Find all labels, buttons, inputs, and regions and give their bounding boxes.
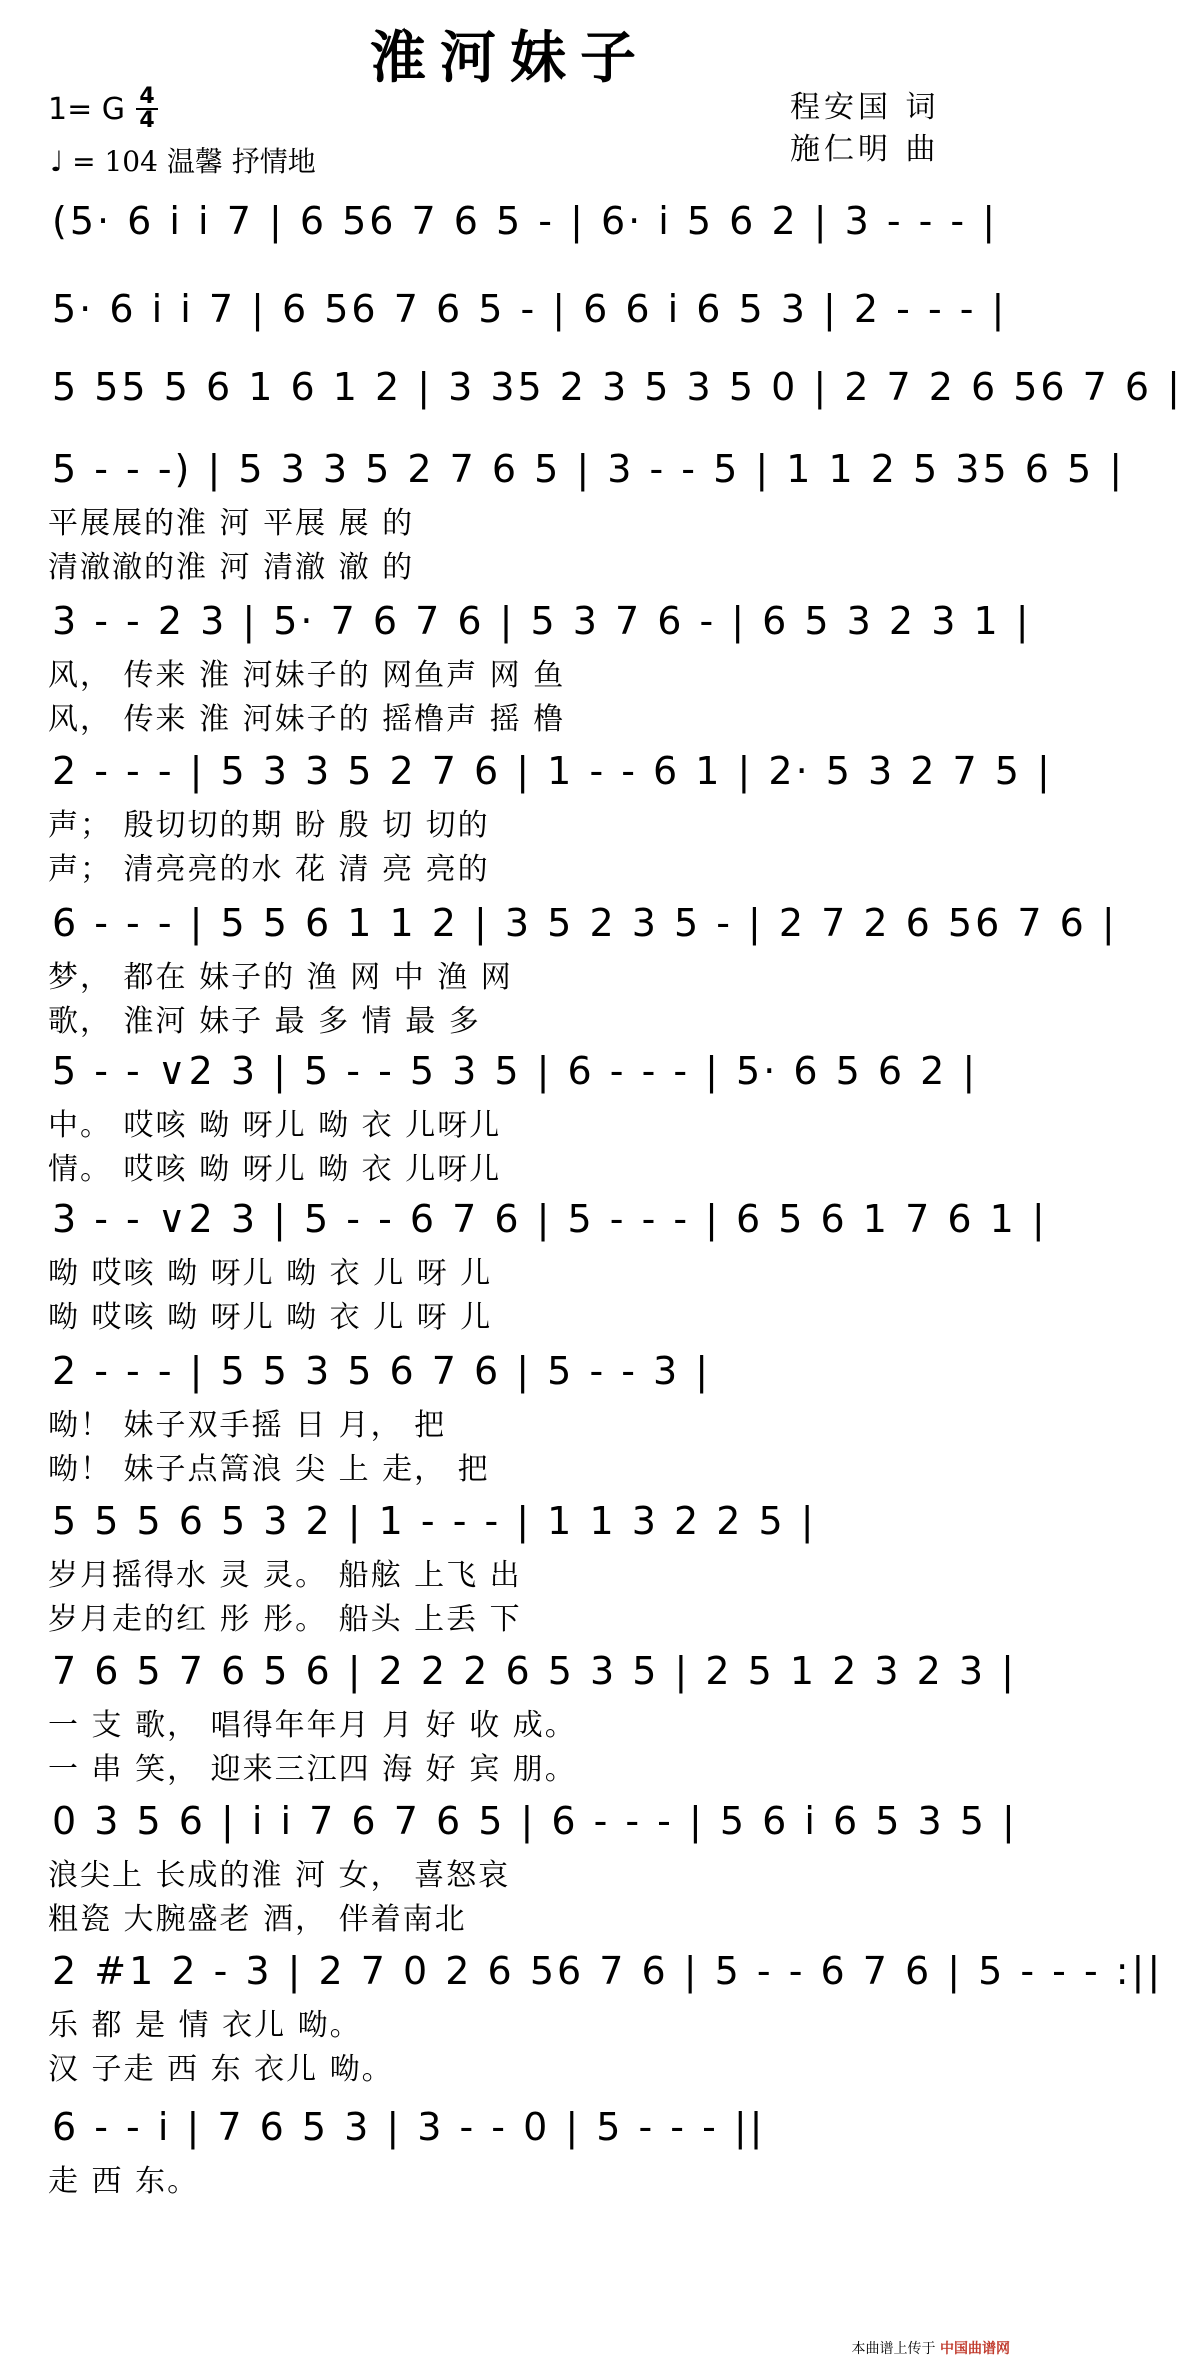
notation-line	[48, 1640, 1017, 1702]
lyric-line: 声； 清亮亮的水 花 清 亮 亮的	[48, 852, 490, 887]
time-signature-numerator: 4	[136, 86, 158, 110]
lyric-line: 平展展的淮 河 平展 展 的	[48, 506, 415, 541]
notation-text: (5· 6 i i 7 | 6 56 7 6 5 - | 6· i 5 6 2 | 3 - - - |	[52, 199, 999, 243]
notation-text: 3 - - ∨2 3 | 5 - - 6 7 6 | 5 - - - | 6 5 6 1 7 6 1 |	[52, 1197, 1048, 1241]
lyric-line: 走 西 东。	[48, 2164, 200, 2199]
lyric-line: 浪尖上 长成的淮 河 女， 喜怒哀	[48, 1858, 511, 1893]
lyric-line: 一 串 笑， 迎来三江四 海 好 宾 朋。	[48, 1752, 577, 1787]
notation-text: 7 6 5 7 6 5 6 | 2 2 2 6 5 3 5 | 2 5 1 2 3 2 3 |	[52, 1649, 1017, 1693]
notation-text: 5 55 5 6 1 6 1 2 | 3 35 2 3 5 3 5 0 | 2 7 2 6 56 7 6 |	[52, 365, 1183, 409]
lyric-line: 岁月走的红 彤 彤。 船头 上丢 下	[48, 1602, 522, 1637]
notation-line	[48, 190, 999, 252]
time-signature-denominator: 4	[139, 108, 155, 133]
notation-text: 3 - - 2 3 | 5· 7 6 7 6 | 5 3 7 6 - | 6 5 3 2 3 1 |	[52, 599, 1032, 643]
notation-line	[48, 356, 1183, 418]
notation-line	[48, 438, 1126, 500]
notation-line	[48, 1340, 988, 1402]
lyric-line: 呦！ 妹子点篙浪 尖 上 走， 把	[48, 1452, 490, 1487]
notation-line	[48, 2096, 988, 2158]
lyric-line: 情。 哎咳 呦 呀儿 呦 衣 儿呀儿	[48, 1152, 502, 1187]
lyric-line: 乐 都 是 情 衣儿 呦。	[48, 2008, 362, 2043]
notation-text: 5 - - ∨2 3 | 5 - - 5 3 5 | 6 - - - | 5· 6 5 6 2 |	[52, 1049, 979, 1093]
lyric-line: 呦 哎咳 呦 呀儿 呦 衣 儿 呀 儿	[48, 1256, 493, 1291]
lyric-line: 粗瓷 大腕盛老 酒， 伴着南北	[48, 1902, 467, 1937]
notation-text: 2 #1 2 - 3 | 2 7 0 2 6 56 7 6 | 5 - - 6 7 6 | 5 - - - :||	[52, 1949, 1164, 1993]
key-signature: 1= G	[48, 92, 126, 127]
notation-line	[48, 1188, 1048, 1250]
lyric-line: 呦！ 妹子双手摇 日 月， 把	[48, 1408, 447, 1443]
lyric-line: 汉 子走 西 东 衣儿 呦。	[48, 2052, 394, 2087]
notation-text: 5· 6 i i 7 | 6 56 7 6 5 - | 6 6 i 6 5 3 | 2 - - - |	[52, 287, 1008, 331]
lyric-line: 声； 殷切切的期 盼 殷 切 切的	[48, 808, 490, 843]
notation-text: 0 3 5 6 | i i 7 6 7 6 5 | 6 - - - | 5 6 i 6 5 3 5 |	[52, 1799, 1018, 1843]
composer-credit: 施仁明 曲	[790, 132, 940, 167]
footer-text: 本曲谱上传于	[851, 2341, 936, 2357]
footer-credit	[852, 2338, 1010, 2358]
notation-line	[48, 590, 1032, 652]
notation-line	[48, 740, 1053, 802]
notation-line	[48, 278, 1008, 340]
notation-line	[48, 1790, 1018, 1852]
notation-text: 5 - - -) | 5 3 3 5 2 7 6 5 | 3 - - 5 | 1 1 2 5 35 6 5 |	[52, 447, 1126, 491]
lyric-line: 岁月摇得水 灵 灵。 船舷 上飞 出	[48, 1558, 522, 1593]
tempo-marking: ♩ = 104 温馨 抒情地	[50, 145, 316, 178]
lyric-line: 风， 传来 淮 河妹子的 摇橹声 摇 橹	[48, 702, 566, 737]
footer-brand: 中国曲谱网	[940, 2341, 1010, 2357]
notation-line	[48, 1490, 988, 1552]
lyric-line: 一 支 歌， 唱得年年月 月 好 收 成。	[48, 1708, 577, 1743]
lyric-line: 清澈澈的淮 河 清澈 澈 的	[48, 550, 415, 585]
page-title: 淮河妹子	[370, 25, 650, 91]
lyric-line: 呦 哎咳 呦 呀儿 呦 衣 儿 呀 儿	[48, 1300, 493, 1335]
notation-text: 5 5 5 6 5 3 2 | 1 - - - | 1 1 3 2 2 5 |	[52, 1499, 817, 1543]
lyricist-credit: 程安国 词	[790, 90, 940, 125]
notation-line	[48, 1040, 988, 1102]
notation-line	[48, 892, 1118, 954]
time-signature	[136, 86, 158, 132]
notation-line	[48, 1940, 1164, 2002]
notation-text: 2 - - - | 5 3 3 5 2 7 6 | 1 - - 6 1 | 2· 5 3 2 7 5 |	[52, 749, 1053, 793]
lyric-line: 风， 传来 淮 河妹子的 网鱼声 网 鱼	[48, 658, 566, 693]
lyric-line: 梦， 都在 妹子的 渔 网 中 渔 网	[48, 960, 513, 995]
lyric-line: 中。 哎咳 呦 呀儿 呦 衣 儿呀儿	[48, 1108, 502, 1143]
lyric-line: 歌， 淮河 妹子 最 多 情 最 多	[48, 1004, 481, 1039]
notation-text: 2 - - - | 5 5 3 5 6 7 6 | 5 - - 3 |	[52, 1349, 712, 1393]
notation-text: 6 - - i | 7 6 5 3 | 3 - - 0 | 5 - - - ||	[52, 2105, 766, 2149]
notation-text: 6 - - - | 5 5 6 1 1 2 | 3 5 2 3 5 - | 2 7 2 6 56 7 6 |	[52, 901, 1118, 945]
